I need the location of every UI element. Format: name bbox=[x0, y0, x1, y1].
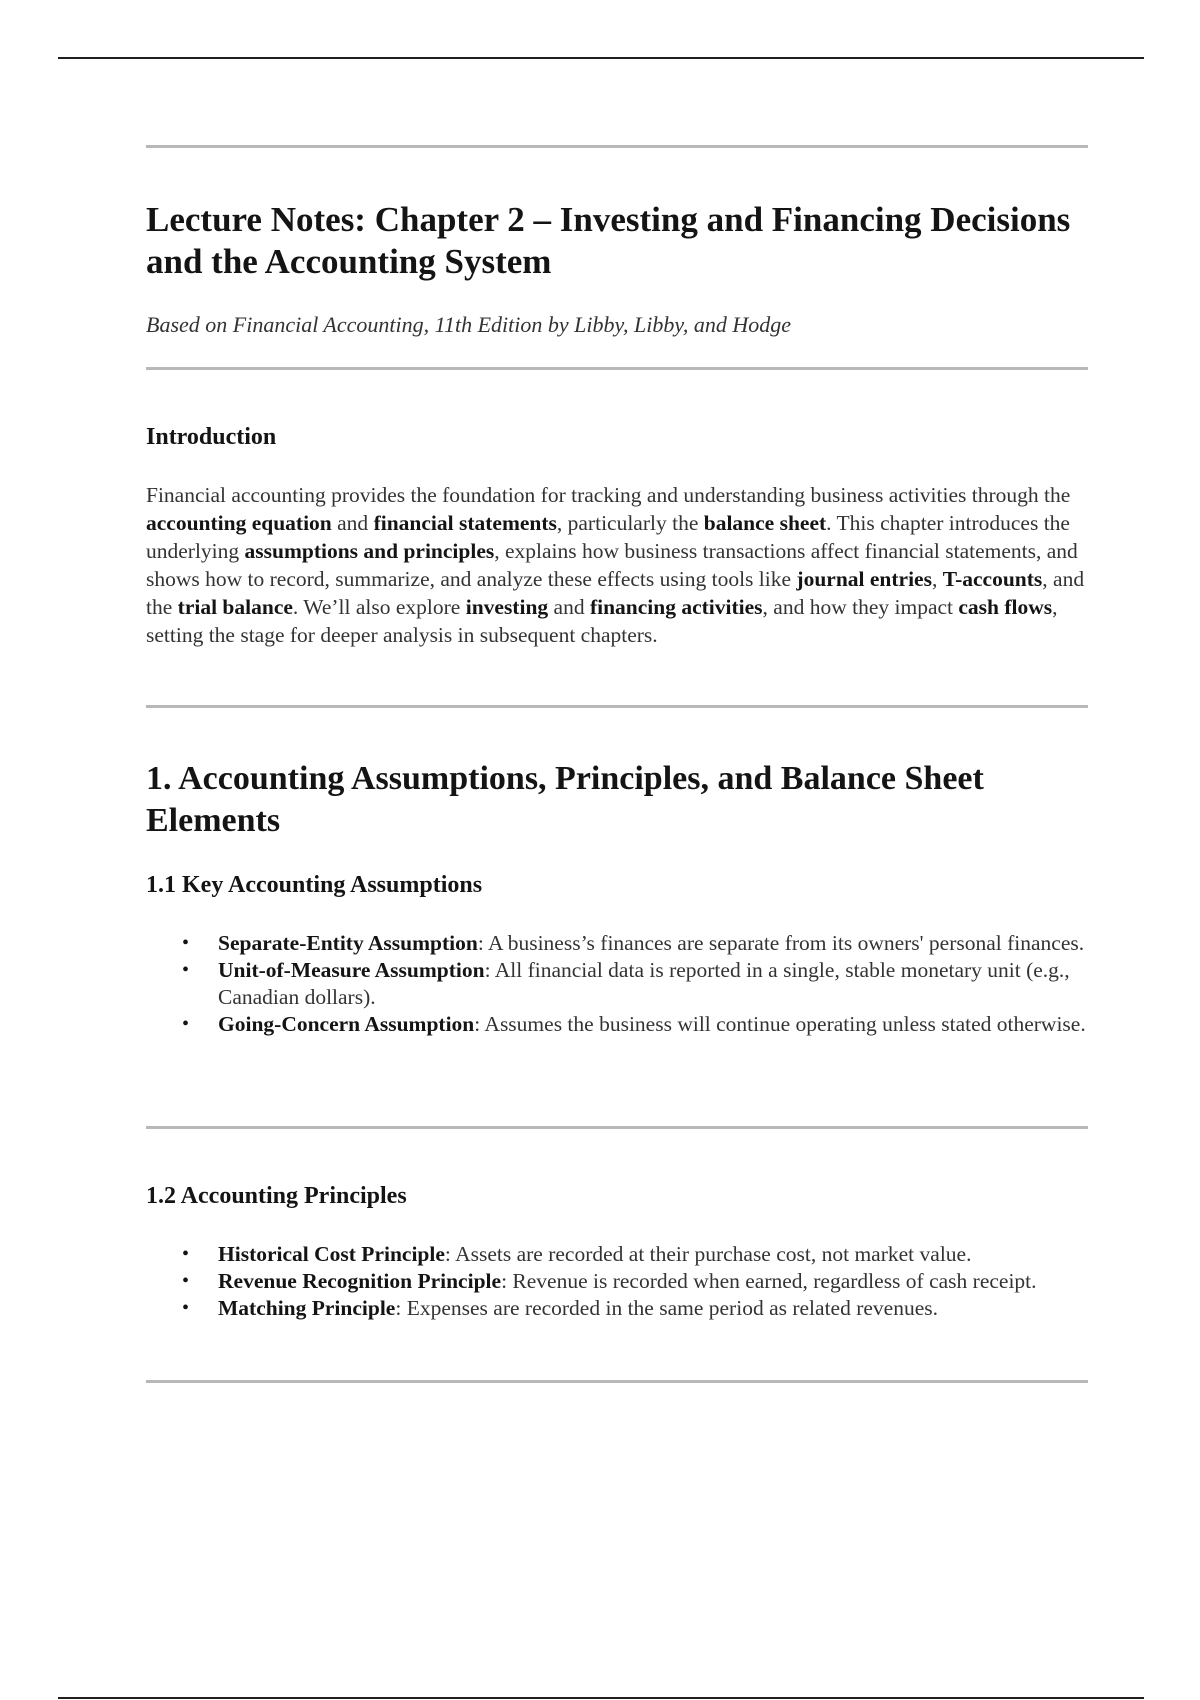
horizontal-rule bbox=[146, 1380, 1088, 1383]
introduction-heading: Introduction bbox=[146, 424, 277, 450]
page-title: Lecture Notes: Chapter 2 – Investing and Financing Decisions and the Accounting System bbox=[146, 200, 1071, 281]
list-item: • Revenue Recognition Principle: Revenue is recorded when earned, regardless of cash receipt. bbox=[182, 1269, 1037, 1293]
section-1-1-heading: 1.1 Key Accounting Assumptions bbox=[146, 872, 483, 898]
page-top-rule bbox=[58, 57, 1144, 59]
list-item: • Going-Concern Assumption: Assumes the business will continue operating unless stated otherwise. bbox=[182, 1012, 1086, 1036]
page-subtitle: Based on Financial Accounting, 11th Edition by Libby, Libby, and Hodge bbox=[146, 312, 792, 337]
bullet-icon: • bbox=[182, 1297, 190, 1319]
bullet-icon: • bbox=[182, 932, 190, 954]
principles-list bbox=[146, 1241, 1088, 1322]
horizontal-rule bbox=[146, 1126, 1088, 1129]
section-1-2-heading: 1.2 Accounting Principles bbox=[146, 1183, 407, 1209]
list-item: • Unit-of-Measure Assumption: All financial data is reported in a single, stable monetary unit (e.g., Canadian dollars). bbox=[182, 958, 1070, 1009]
list-item: • Matching Principle: Expenses are recorded in the same period as related revenues. bbox=[182, 1296, 938, 1320]
bullet-icon: • bbox=[182, 959, 190, 981]
page-bottom-rule bbox=[58, 1697, 1144, 1699]
bullet-icon: • bbox=[182, 1243, 190, 1265]
bullet-icon: • bbox=[182, 1270, 190, 1292]
bullet-icon: • bbox=[182, 1013, 190, 1035]
assumptions-list bbox=[146, 930, 1088, 1038]
section-1-heading: 1. Accounting Assumptions, Principles, and Balance Sheet Elements bbox=[146, 760, 984, 839]
list-item: • Separate-Entity Assumption: A business’s finances are separate from its owners' personal finances. bbox=[182, 931, 1085, 955]
list-item: • Historical Cost Principle: Assets are recorded at their purchase cost, not market value. bbox=[182, 1242, 972, 1266]
introduction-paragraph: Financial accounting provides the foundation for tracking and understanding business activities through the accounting equation and financial statements, particularly the balance sheet. This chapter introduces the underlying assumptions and principles, explains how business transactions affect financial statements, and shows how to record, summarize, and analyze these effects using tools like journal entries, T-accounts, and the trial balance. We’ll also explore investing and financing activities, and how they impact cash flows, setting the stage for deeper analysis in subsequent chapters. bbox=[146, 483, 1085, 647]
horizontal-rule bbox=[146, 367, 1088, 370]
horizontal-rule bbox=[146, 705, 1088, 708]
horizontal-rule bbox=[146, 145, 1088, 148]
